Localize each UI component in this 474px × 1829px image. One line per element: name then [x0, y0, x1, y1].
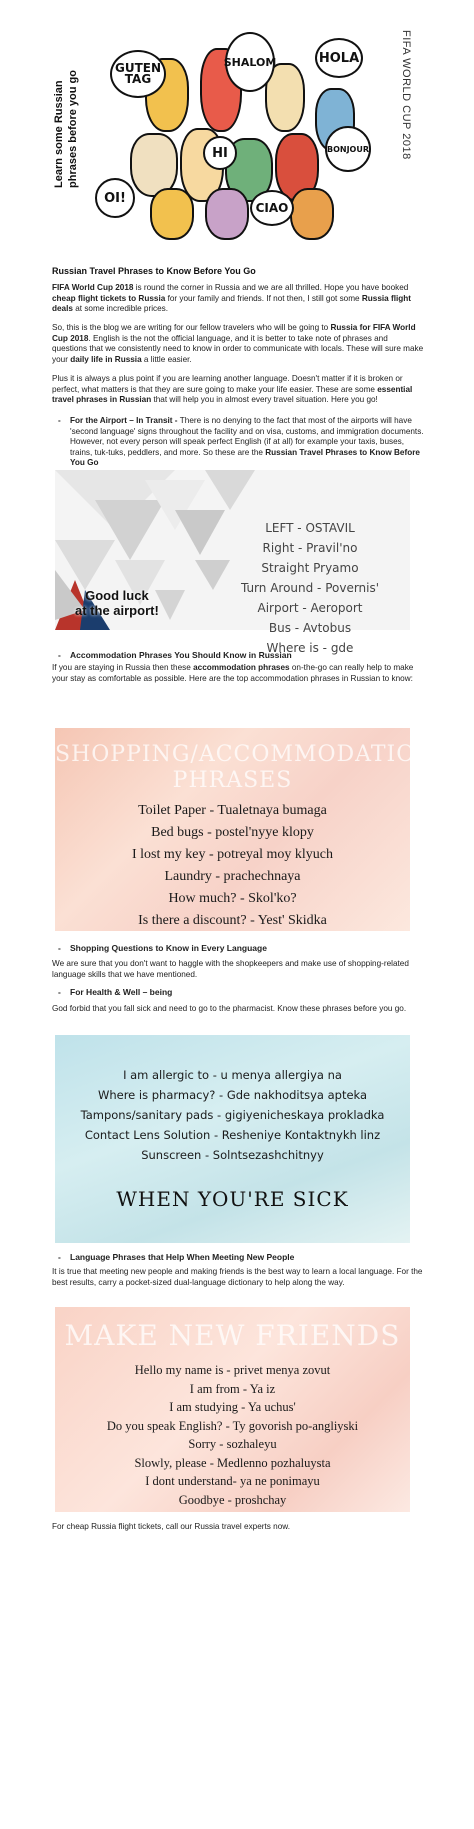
shopping-phrase: How much? - Skol'ko? [168, 891, 297, 906]
airport-phrase: LEFT - OSTAVIL [265, 521, 355, 535]
closing-line: For cheap Russia flight tickets, call our Russia travel experts now. [52, 1522, 290, 1531]
meeting-people-heading: - Language Phrases that Help When Meeting New People [58, 1252, 295, 1262]
shopping-phrase: Is there a discount? - Yest' Skidka [138, 913, 327, 928]
face-icon [290, 188, 334, 240]
fifa-world-cup-label: FIFA WORLD CUP 2018 [400, 30, 412, 160]
shopping-paragraph: We are sure that you don't want to haggle with the shopkeepers and make use of shopping-related language skills that we have mentioned. [52, 959, 409, 979]
intro-paragraph: FIFA World Cup 2018 is round the corner in Russia and we are all thrilled. Hope you have booked cheap flight tickets to Russia for your family and friends. If not then, I still got some Russia flight deals at some incredible prices. [52, 283, 412, 314]
language-tip-paragraph: Plus it is always a plus point if you are learning another language. Doesn't matter if it is broken or perfect, what matters is that they are sure going to make your life easier. These are some essential travel phrases in Russian that will help you in almost every travel situation. Here you go! [52, 374, 413, 405]
friends-phrase: I dont understand- ya ne ponimayu [145, 1474, 320, 1488]
friends-phrase-list [55, 1361, 410, 1509]
friends-phrase: Sorry - sozhaleyu [188, 1437, 277, 1451]
health-phrase: Contact Lens Solution - Resheniye Kontaktnykh linz [84, 1128, 381, 1142]
airport-phrase: Right - Pravil'no [262, 541, 358, 555]
shopping-accommodation-image [55, 728, 436, 931]
airport-phrase: Bus - Avtobus [268, 621, 352, 635]
friends-phrase: I am from - Ya iz [189, 1381, 276, 1396]
good-luck-caption: Good luck at the airport! [75, 588, 159, 618]
health-phrase: Where is pharmacy? - Gde nakhoditsya apteka [97, 1088, 368, 1102]
shopping-phrase: Toilet Paper - Tualetnaya bumaga [138, 803, 327, 818]
article-title: Russian Travel Phrases to Know Before You Go [52, 266, 256, 276]
bullet-dash: - [58, 650, 61, 660]
airport-phrase: Where is - gde [266, 641, 354, 655]
sick-card-heading: WHEN YOU'RE SICK [116, 1187, 349, 1211]
shopping-phrase: I lost my key - potreyal moy klyuch [131, 847, 334, 862]
health-phrase: Tampons/sanitary pads - gigiyenicheskaya prokladka [80, 1108, 385, 1122]
accommodation-paragraph: If you are staying in Russia then these accommodation phrases on-the-go can really help to make your stay as comfortable as possible. Here are the top accommodation phrases in Russian to know: [52, 663, 414, 683]
shopping-phrase: Bed bugs - postel'nyye klopy [151, 825, 314, 840]
bullet-dash: - [58, 943, 61, 953]
health-phrase: I am allergic to - u menya allergiya na [123, 1068, 342, 1082]
bubble-oi: OI! [95, 178, 135, 218]
friends-phrase: Goodbye - proshchay [178, 1492, 287, 1507]
bubble-bonjour: BONJOUR [325, 126, 371, 172]
friends-card-heading: MAKE NEW FRIENDS [64, 1319, 401, 1352]
blog-purpose-paragraph: So, this is the blog we are writing for our fellow travelers who will be going to Russia for FIFA World Cup 2018. English is the not the official language, and it is better to take note of phrases and questions that we consistently need to know in order to communicate with locals. These will sure make your daily life in Russia a little easier. [52, 323, 424, 364]
bubble-hi: HI [203, 136, 237, 170]
bubble-hola: HOLA [315, 38, 363, 78]
airport-bullet: - For the Airport – In Transit - There is no denying to the fact that most of the airports will have 'second language' signs throughout the facility and on visa, customs, and immigration documents. However, not every person will speak perfect English (if at all) for example your taxis, buses, trains, tuk-tuks, peddlers, and more. So these are the Russian Travel Phrases to Know Before You Go [58, 416, 424, 468]
hero-side-line-2: phrases before you go [67, 70, 79, 188]
shopping-card-heading-2: PHRASES [172, 768, 293, 793]
hero-illustration [75, 28, 405, 238]
bullet-dash: - [58, 416, 61, 425]
hero-side-line-1: Learn some Russian [53, 80, 65, 188]
when-youre-sick-image [55, 1035, 410, 1243]
face-icon [205, 188, 249, 240]
friends-phrase: Do you speak English? - Ty govorish po-angliyski [106, 1418, 359, 1433]
shopping-heading: - Shopping Questions to Know in Every Language [58, 943, 267, 953]
bubble-ciao: CIAO [250, 190, 294, 226]
friends-phrase: I am studying - Ya uchus' [169, 1400, 296, 1414]
airport-phrase-list [220, 518, 400, 658]
face-icon [150, 188, 194, 240]
bubble-shalom: SHALOM [225, 32, 275, 92]
health-heading: - For Health & Well – being [58, 987, 173, 997]
bullet-dash: - [58, 1252, 61, 1262]
bullet-dash: - [58, 987, 61, 997]
friends-phrase: Hello my name is - privet menya zovut [134, 1363, 331, 1377]
shopping-phrase: Laundry - prachechnaya [164, 869, 301, 884]
friends-phrase: Slowly, please - Medlenno pozhaluysta [134, 1455, 331, 1470]
shopping-phrase-list [55, 800, 410, 932]
accommodation-heading: - Accommodation Phrases You Should Know in Russian [58, 650, 292, 660]
bubble-guten-tag: GUTEN TAG [110, 50, 166, 98]
make-new-friends-image [55, 1307, 410, 1512]
health-paragraph: God forbid that you fall sick and need to go to the pharmacist. Know these phrases before you go. [52, 1004, 407, 1013]
shopping-card-heading: SHOPPING/ACCOMMODATION [55, 742, 436, 767]
airport-phrase: Turn Around - Povernis' [240, 581, 380, 595]
airport-phrase: Airport - Aeroport [257, 601, 363, 615]
airport-phrase: Straight Pryamo [261, 561, 359, 575]
health-phrase: Sunscreen - Solntsezashchitnyy [141, 1148, 324, 1162]
health-phrase-list [55, 1065, 410, 1165]
meeting-people-paragraph: It is true that meeting new people and making friends is the best way to learn a local language. For the best results, carry a pocket-sized dual-language dictionary to help along the way. [52, 1267, 423, 1287]
